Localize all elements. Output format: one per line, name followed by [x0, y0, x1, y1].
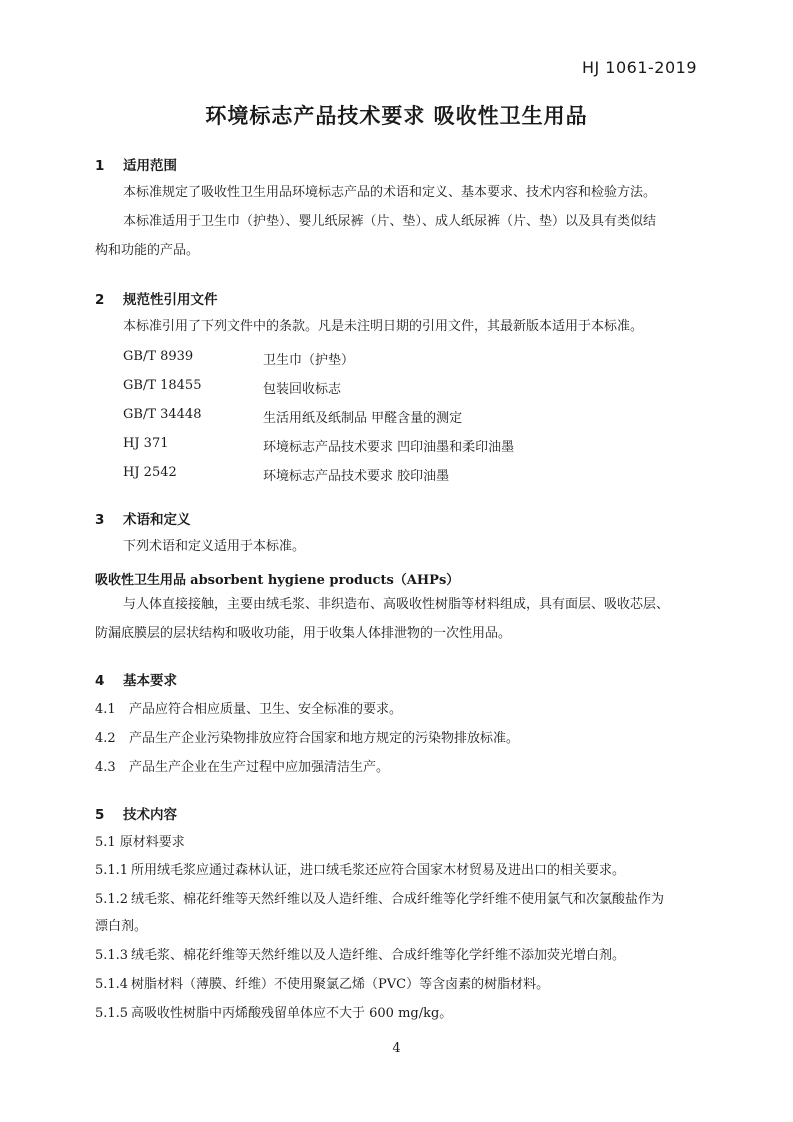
scope-paragraph-2-line-1: 本标准适用于卫生巾（护垫）、婴儿纸尿裤（片、垫）、成人纸尿裤（片、垫）以及具有类似结 [123, 214, 657, 229]
term-definition-line-2: 防漏底膜层的层状结构和吸收功能，用于收集人体排泄物的一次性用品。 [95, 626, 512, 641]
item-text: 树脂材料（薄膜、纤维）不使用聚氯乙烯（PVC）等含卤素的树脂材料。 [131, 977, 550, 992]
item-text: 高吸收性树脂中丙烯酸残留单体应不大于 600 mg/kg。 [131, 1006, 453, 1021]
references-intro: 本标准引用了下列文件中的条款。凡是未注明日期的引用文件，其最新版本适用于本标准。 [123, 319, 644, 334]
page-number: 4 [392, 1041, 401, 1056]
section-title: 术语和定义 [123, 512, 191, 528]
reference-code: GB/T 18455 [123, 378, 202, 393]
requirement-item [95, 703, 402, 718]
reference-code: GB/T 34448 [123, 407, 202, 422]
item-number: 5.1.4 [95, 977, 129, 992]
technical-item [95, 978, 549, 993]
requirement-item [95, 732, 519, 747]
technical-item [95, 893, 664, 908]
section-title: 规范性引用文件 [123, 292, 218, 308]
reference-title: 环境标志产品技术要求 凹印油墨和柔印油墨 [263, 440, 515, 455]
reference-code: HJ 2542 [123, 465, 177, 480]
reference-code: HJ 371 [123, 436, 169, 451]
term-en: absorbent hygiene products（AHPs） [190, 573, 460, 588]
item-number: 5.1.2 [95, 892, 129, 907]
technical-item [95, 864, 625, 879]
section-heading-references [95, 288, 218, 308]
reference-title: 卫生巾（护垫） [263, 353, 355, 368]
item-text: 产品生产企业污染物排放应符合国家和地方规定的污染物排放标准。 [129, 731, 520, 746]
item-number: 5.1.5 [95, 1006, 129, 1021]
reference-title: 生活用纸及纸制品 甲醛含量的测定 [263, 411, 463, 426]
section-number: 4 [95, 673, 105, 689]
item-text: 产品应符合相应质量、卫生、安全标准的要求。 [129, 702, 403, 717]
section-number: 3 [95, 512, 105, 528]
item-number: 4.1 [95, 702, 116, 717]
subsection-heading: 5.1 原材料要求 [95, 835, 185, 850]
term-heading [95, 569, 459, 588]
section-title: 基本要求 [123, 673, 177, 689]
section-number: 1 [95, 158, 105, 174]
item-text: 产品生产企业在生产过程中应加强清洁生产。 [129, 760, 390, 775]
section-heading-technical [95, 803, 177, 823]
term-zh: 吸收性卫生用品 [95, 573, 187, 588]
item-number: 4.3 [95, 760, 116, 775]
terms-intro: 下列术语和定义适用于本标准。 [123, 539, 306, 554]
scope-paragraph-1: 本标准规定了吸收性卫生用品环境标志产品的术语和定义、基本要求、技术内容和检验方法。 [123, 185, 657, 200]
document-title: 环境标志产品技术要求 吸收性卫生用品 [205, 104, 588, 128]
item-number: 4.2 [95, 731, 116, 746]
item-text: 所用绒毛浆应通过森林认证，进口绒毛浆还应符合国家木材贸易及进出口的相关要求。 [131, 863, 626, 878]
item-text: 绒毛浆、棉花纤维等天然纤维以及人造纤维、合成纤维等化学纤维不使用氯气和次氯酸盐作为 [131, 892, 665, 907]
technical-item-continuation: 漂白剂。 [95, 919, 148, 934]
section-title: 适用范围 [123, 158, 177, 174]
item-text: 绒毛浆、棉花纤维等天然纤维以及人造纤维、合成纤维等化学纤维不添加荧光增白剂。 [131, 948, 626, 963]
standard-code: HJ 1061-2019 [581, 58, 697, 77]
section-number: 2 [95, 292, 105, 308]
reference-title: 环境标志产品技术要求 胶印油墨 [263, 469, 450, 484]
scope-paragraph-2-line-2: 构和功能的产品。 [95, 243, 200, 258]
section-heading-terms [95, 508, 191, 528]
requirement-item [95, 761, 389, 776]
item-number: 5.1.1 [95, 863, 129, 878]
technical-item [95, 949, 625, 964]
technical-item [95, 1007, 452, 1022]
reference-code: GB/T 8939 [123, 349, 194, 364]
section-heading-basic [95, 669, 177, 689]
section-number: 5 [95, 807, 105, 823]
term-definition-line-1: 与人体直接接触，主要由绒毛浆、非织造布、高吸收性树脂等材料组成，具有面层、吸收芯层、 [123, 597, 670, 612]
reference-title: 包装回收标志 [263, 382, 342, 397]
section-title: 技术内容 [123, 807, 177, 823]
item-number: 5.1.3 [95, 948, 129, 963]
section-heading-scope [95, 154, 177, 174]
